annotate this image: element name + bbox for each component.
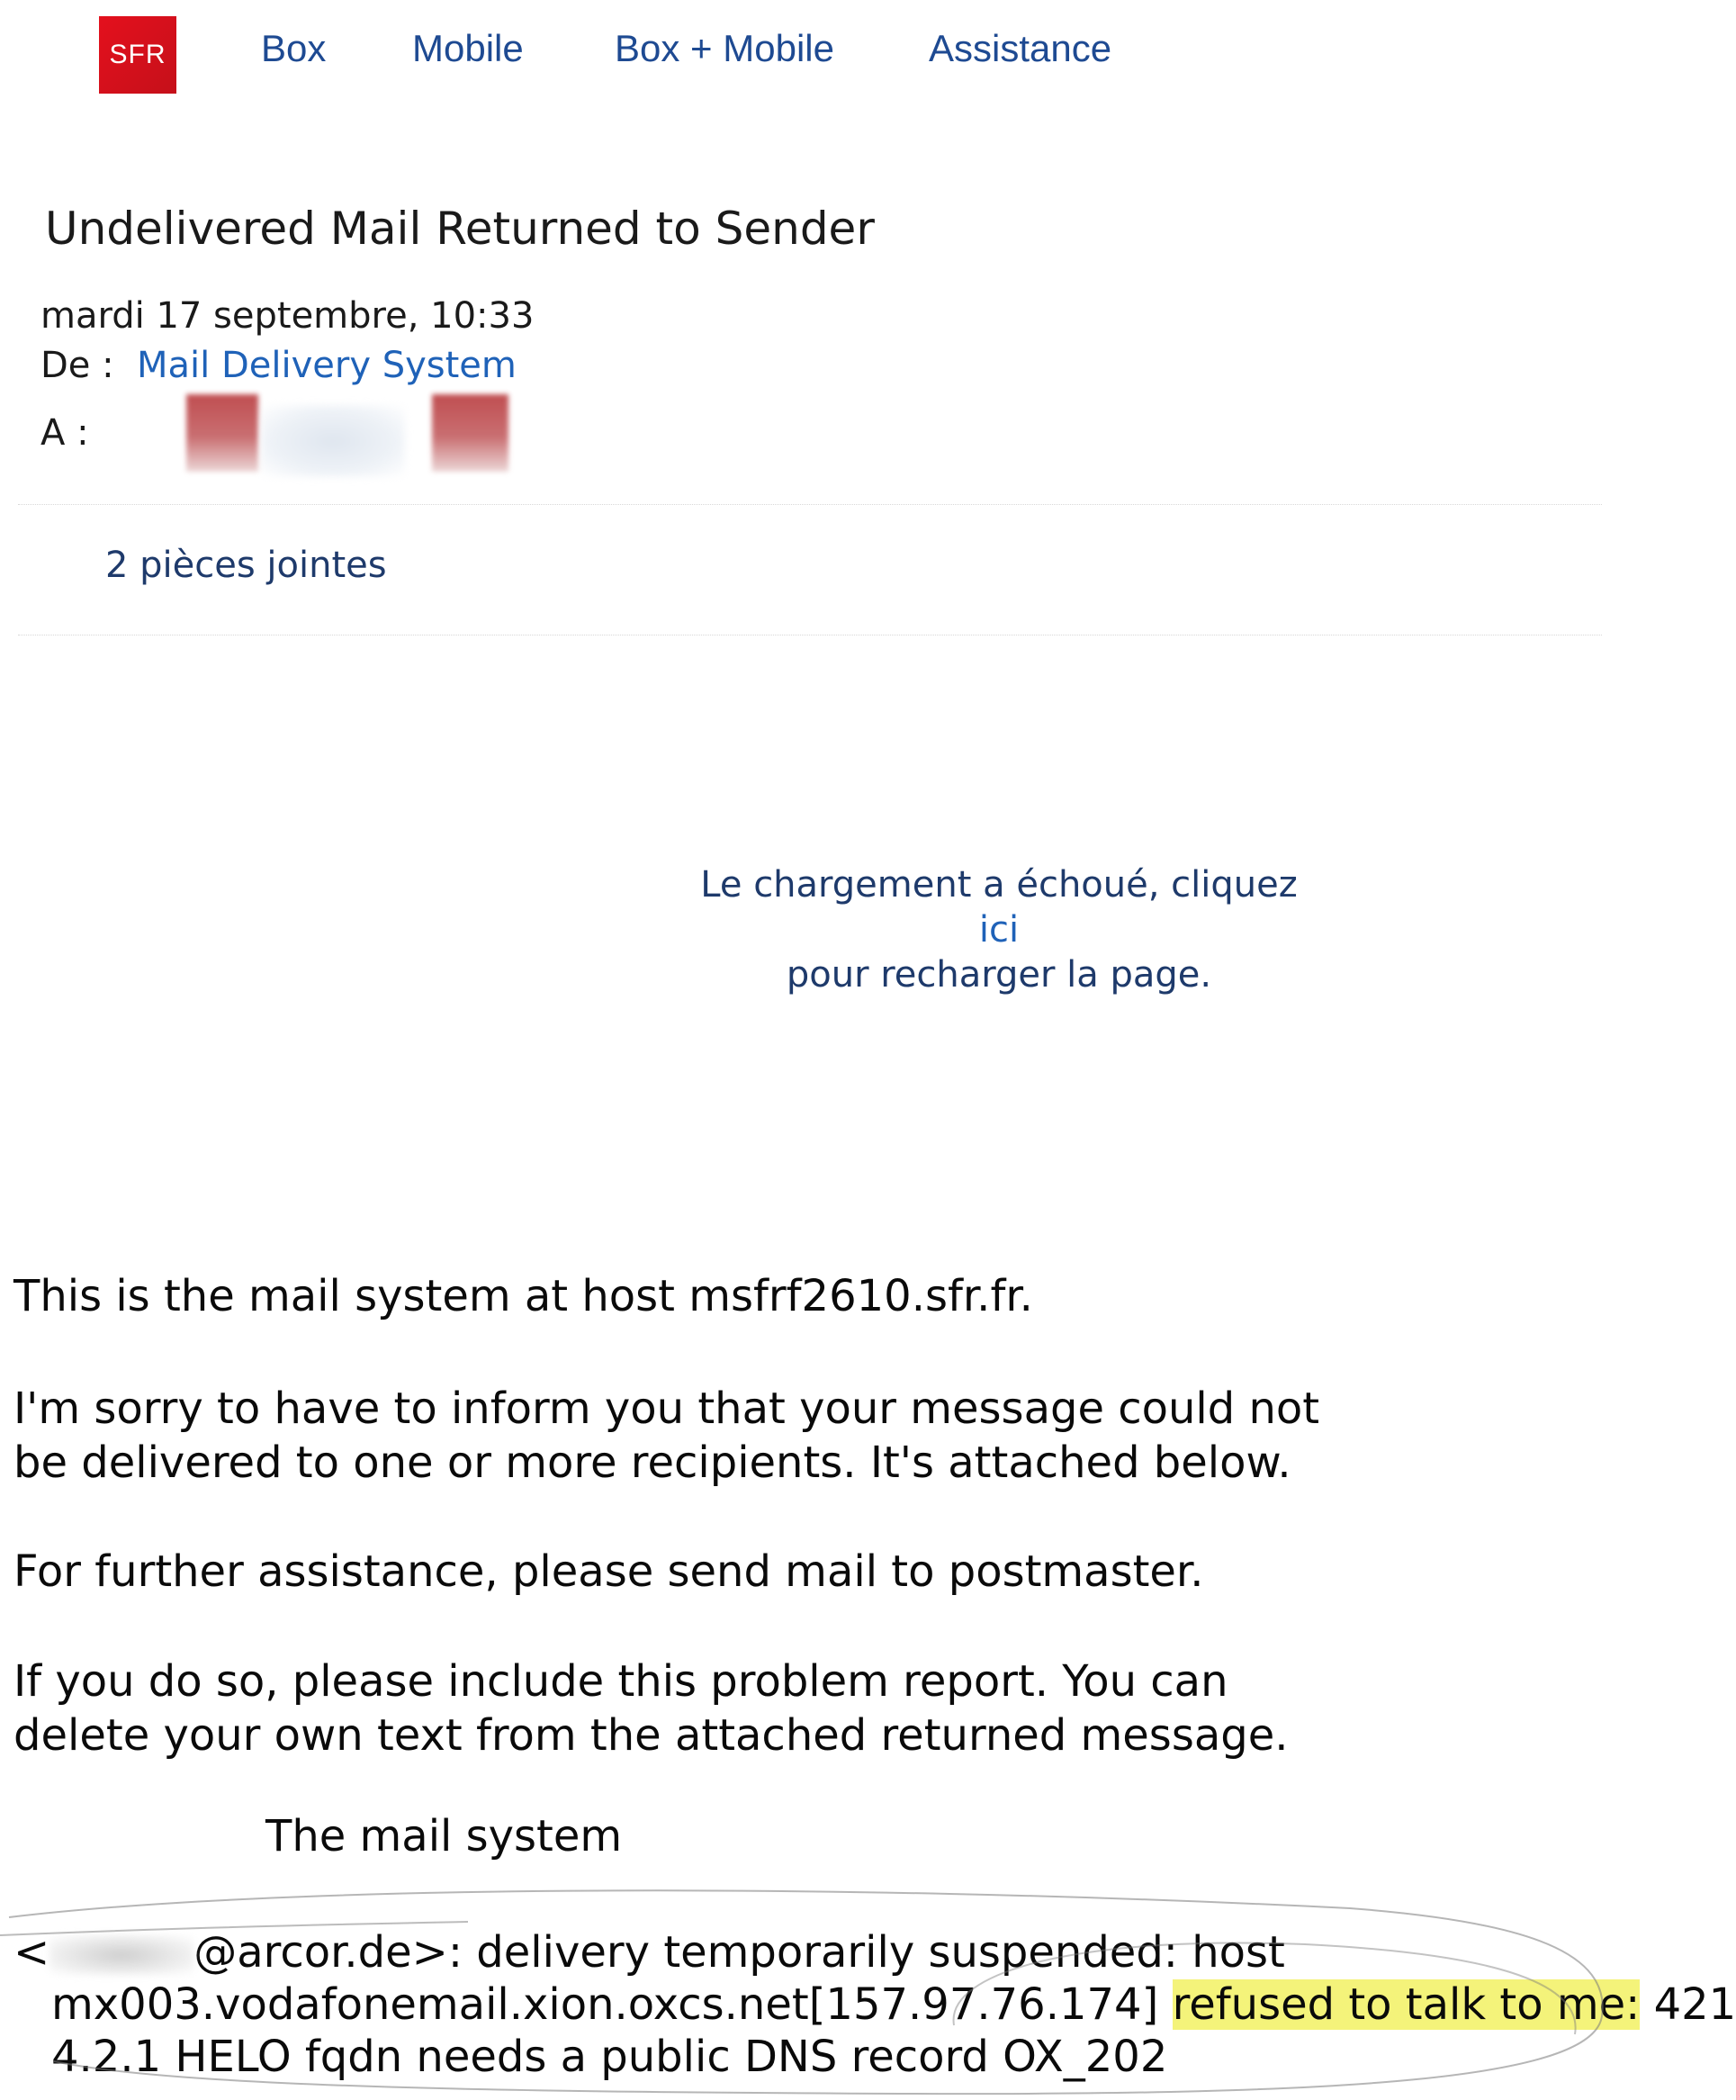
divider	[18, 504, 1602, 505]
nav-mobile[interactable]: Mobile	[412, 27, 524, 69]
attachments-link[interactable]: 2 pièces jointes	[105, 545, 387, 586]
report-text: mx003.vodafonemail.xion.oxcs.net[157.97.76.174]	[51, 1979, 1173, 2030]
signature: The mail system	[265, 1811, 623, 1861]
bounce-paragraph	[13, 1654, 1289, 1762]
body-line: delete your own text from the attached returned message.	[13, 1710, 1289, 1761]
highlighted-text: refused to talk to me:	[1172, 1979, 1641, 2030]
body-line: I'm sorry to have to inform you that your message could not	[13, 1383, 1320, 1434]
nav-box-mobile[interactable]: Box + Mobile	[615, 27, 834, 69]
load-failed-text: pour recharger la page.	[786, 954, 1212, 996]
body-line: For further assistance, please send mail to postmaster.	[13, 1546, 1204, 1597]
redacted-avatar	[432, 394, 508, 472]
bounce-paragraph	[13, 1545, 1204, 1599]
redacted-address	[261, 405, 405, 477]
bounce-paragraph	[13, 1269, 1033, 1323]
top-navigation	[0, 0, 1615, 117]
report-line	[13, 1926, 1736, 1978]
reload-link[interactable]: ici	[978, 909, 1020, 951]
nav-assistance[interactable]: Assistance	[929, 27, 1112, 69]
report-text: 421	[1640, 1979, 1736, 2030]
to-label: A :	[40, 412, 89, 454]
nav-box[interactable]: Box	[261, 27, 327, 69]
report-line: 4.2.1 HELO fqdn needs a public DNS record OX_202	[51, 2032, 1168, 2082]
bounce-paragraph	[13, 1382, 1319, 1490]
body-line: If you do so, please include this problem report. You can	[13, 1656, 1228, 1707]
body-line: This is the mail system at host msfrf2610.sfr.fr.	[13, 1271, 1033, 1321]
message-subject: Undelivered Mail Returned to Sender	[45, 203, 875, 255]
redacted-recipient	[49, 1935, 193, 1975]
load-failed-text: Le chargement a échoué, cliquez	[700, 864, 1298, 906]
from-label: De :	[40, 345, 114, 386]
load-failed-notice	[666, 862, 1332, 997]
sfr-logo[interactable]: SFR	[99, 16, 176, 94]
redacted-avatar	[186, 394, 258, 472]
report-prefix: <	[13, 1927, 50, 1978]
report-text: @arcor.de>: delivery temporarily suspended: host	[193, 1927, 1285, 1978]
message-date: mardi 17 septembre, 10:33	[40, 295, 535, 337]
sender-link[interactable]: Mail Delivery System	[137, 345, 517, 386]
report-line	[13, 1978, 1736, 2031]
delivery-report	[13, 1926, 1736, 2083]
body-line: be delivered to one or more recipients. It's attached below.	[13, 1438, 1291, 1488]
